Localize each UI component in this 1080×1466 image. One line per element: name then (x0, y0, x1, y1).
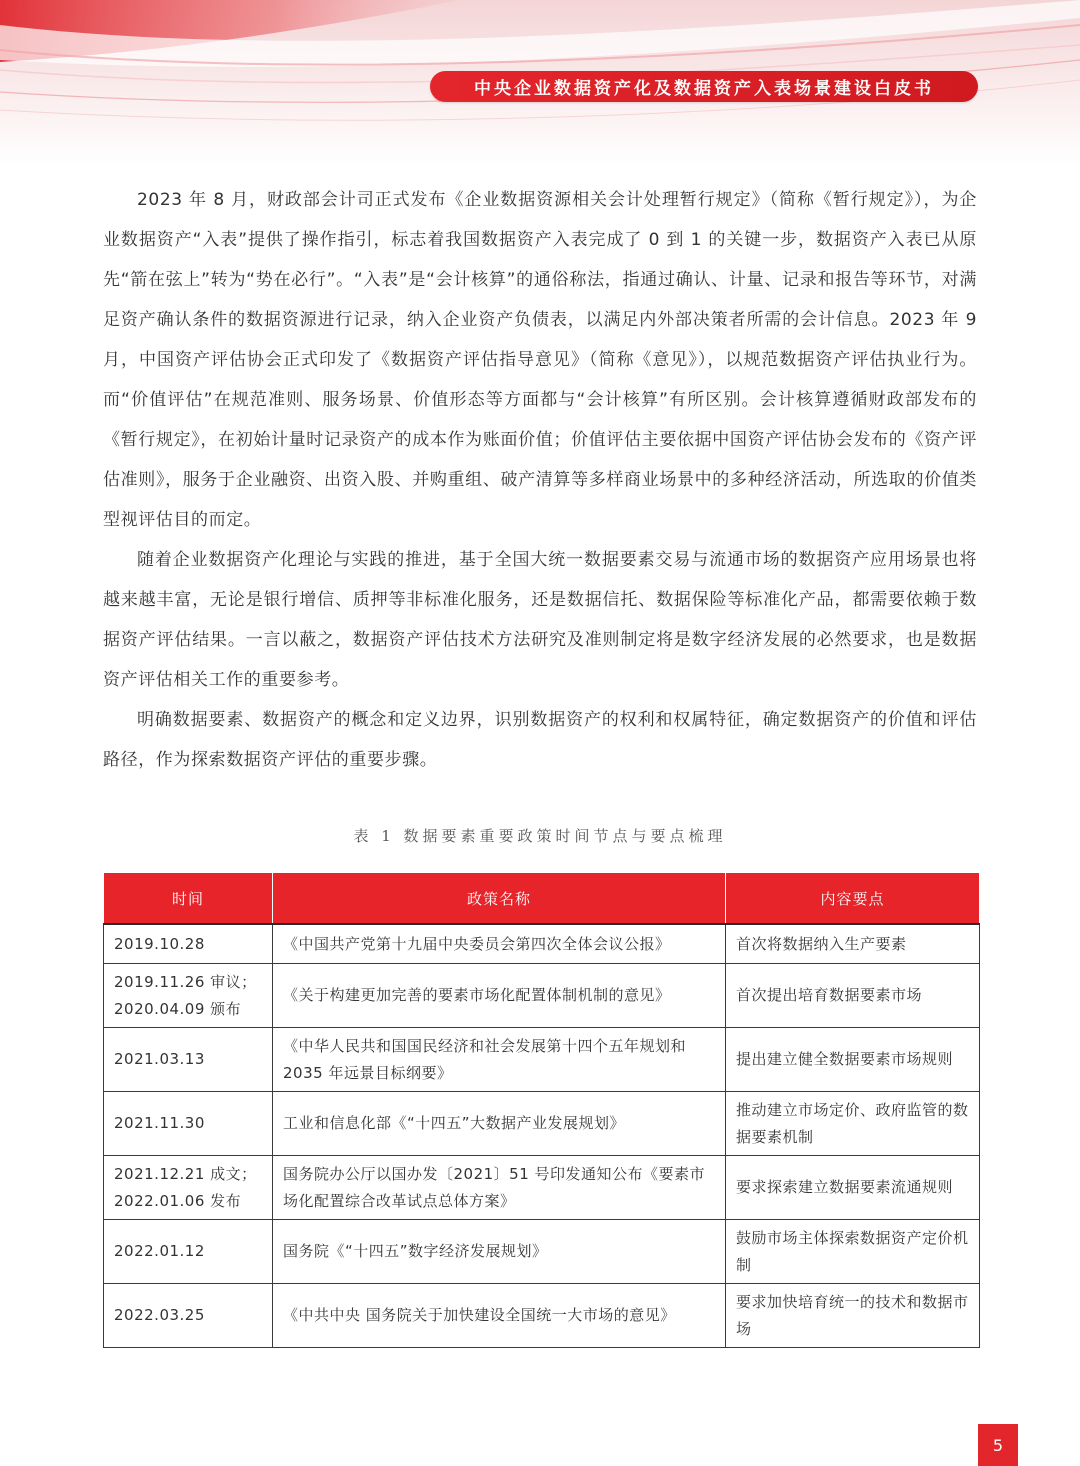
cell-time (104, 924, 273, 964)
cell-policy: 《中共中央 国务院关于加快建设全国统一大市场的意见》 (273, 1284, 726, 1348)
cell-policy: 《中华人民共和国国民经济和社会发展第十四个五年规划和 2035 年远景目标纲要》 (273, 1028, 726, 1092)
column-header-time: 时间 (104, 873, 273, 925)
cell-point: 要求探索建立数据要素流通规则 (726, 1156, 980, 1220)
paragraph-2: 随着企业数据资产化理论与实践的推进，基于全国大统一数据要素交易与流通市场的数据资产应用场景也将越来越丰富，无论是银行增信、质押等非标准化服务，还是数据信托、数据保险等标准化产品，都需要依赖于数据资产评估结果。一言以蔽之，数据资产评估技术方法研究及准则制定将是数字经济发展的必然要求，也是数据资产评估相关工作的重要参考。 (103, 550, 977, 690)
cell-policy: 《关于构建更加完善的要素市场化配置体制机制的意见》 (273, 964, 726, 1028)
table-row (104, 1092, 980, 1156)
table-row (104, 1028, 980, 1092)
time-line-1: 2022.03.25 (114, 1306, 205, 1324)
time-line-1: 2019.10.28 (114, 934, 205, 953)
table-caption: 表 1 数据要素重要政策时间节点与要点梳理 (353, 827, 727, 845)
time-line-1: 2021.03.13 (114, 1050, 205, 1068)
cell-point: 首次将数据纳入生产要素 (726, 924, 980, 964)
table-row (104, 1220, 980, 1284)
time-line-1: 2021.11.30 (114, 1114, 205, 1132)
time-line-2: 2020.04.09 颁布 (114, 999, 242, 1018)
cell-point: 鼓励市场主体探索数据资产定价机制 (726, 1220, 980, 1284)
column-header-point: 内容要点 (726, 873, 980, 925)
cell-point: 首次提出培育数据要素市场 (726, 964, 980, 1028)
cell-time (104, 1284, 273, 1348)
cell-time (104, 964, 273, 1028)
table-row (104, 924, 980, 964)
time-line-1: 2022.01.12 (114, 1242, 205, 1260)
column-header-policy: 政策名称 (273, 873, 726, 925)
paragraph-3: 明确数据要素、数据资产的概念和定义边界，识别数据资产的权利和权属特征，确定数据资产的价值和评估路径，作为探索数据资产评估的重要步骤。 (103, 710, 977, 770)
cell-policy: 《中国共产党第十九届中央委员会第四次全体会议公报》 (273, 924, 726, 964)
page-number: 5 (978, 1424, 1018, 1466)
cell-point: 推动建立市场定价、政府监管的数据要素机制 (726, 1092, 980, 1156)
cell-time (104, 1156, 273, 1220)
table-row (104, 1156, 980, 1220)
cell-policy: 工业和信息化部《“十四五”大数据产业发展规划》 (273, 1092, 726, 1156)
body-text (103, 180, 977, 780)
time-line-2: 2022.01.06 发布 (114, 1191, 242, 1210)
cell-time (104, 1220, 273, 1284)
table-header-row (104, 873, 980, 925)
cell-time (104, 1092, 273, 1156)
table-row (104, 1284, 980, 1348)
time-line-1: 2019.11.26 审议； (114, 972, 257, 991)
cell-policy: 国务院办公厅以国办发〔2021〕51 号印发通知公布《要素市场化配置综合改革试点总体方案》 (273, 1156, 726, 1220)
cell-time (104, 1028, 273, 1092)
policy-table (103, 872, 980, 1348)
cell-policy: 国务院《“十四五”数字经济发展规划》 (273, 1220, 726, 1284)
cell-point: 提出建立健全数据要素市场规则 (726, 1028, 980, 1092)
document-title: 中央企业数据资产化及数据资产入表场景建设白皮书 (474, 79, 934, 99)
document-title-banner (430, 71, 978, 102)
time-line-1: 2021.12.21 成文； (114, 1164, 257, 1183)
table-row (104, 964, 980, 1028)
cell-point: 要求加快培育统一的技术和数据市场 (726, 1284, 980, 1348)
paragraph-1: 2023 年 8 月，财政部会计司正式发布《企业数据资源相关会计处理暂行规定》（简称《暂行规定》），为企业数据资产“入表”提供了操作指引，标志着我国数据资产入表完成了 0 到 1 的关键一步，数据资产入表已从原先“箭在弦上”转为“势在必行”。“入表”是“会计核算”的通俗称法，指通过确认、计量、记录和报告等环节，对满足资产确认条件的数据资源进行记录，纳入企业资产负债表，以满足内外部决策者所需的会计信息。2023 年 9 月，中国资产评估协会正式印发了《数据资产评估指导意见》（简称《意见》），以规范数据资产评估执业行为。而“价值评估”在规范准则、服务场景、价值形态等方面都与“会计核算”有所区别。会计核算遵循财政部发布的《暂行规定》，在初始计量时记录资产的成本作为账面价值；价值评估主要依据中国资产评估协会发布的《资产评估准则》，服务于企业融资、出资入股、并购重组、破产清算等多样商业场景中的多种经济活动，所选取的价值类型视评估目的而定。 (103, 190, 977, 530)
